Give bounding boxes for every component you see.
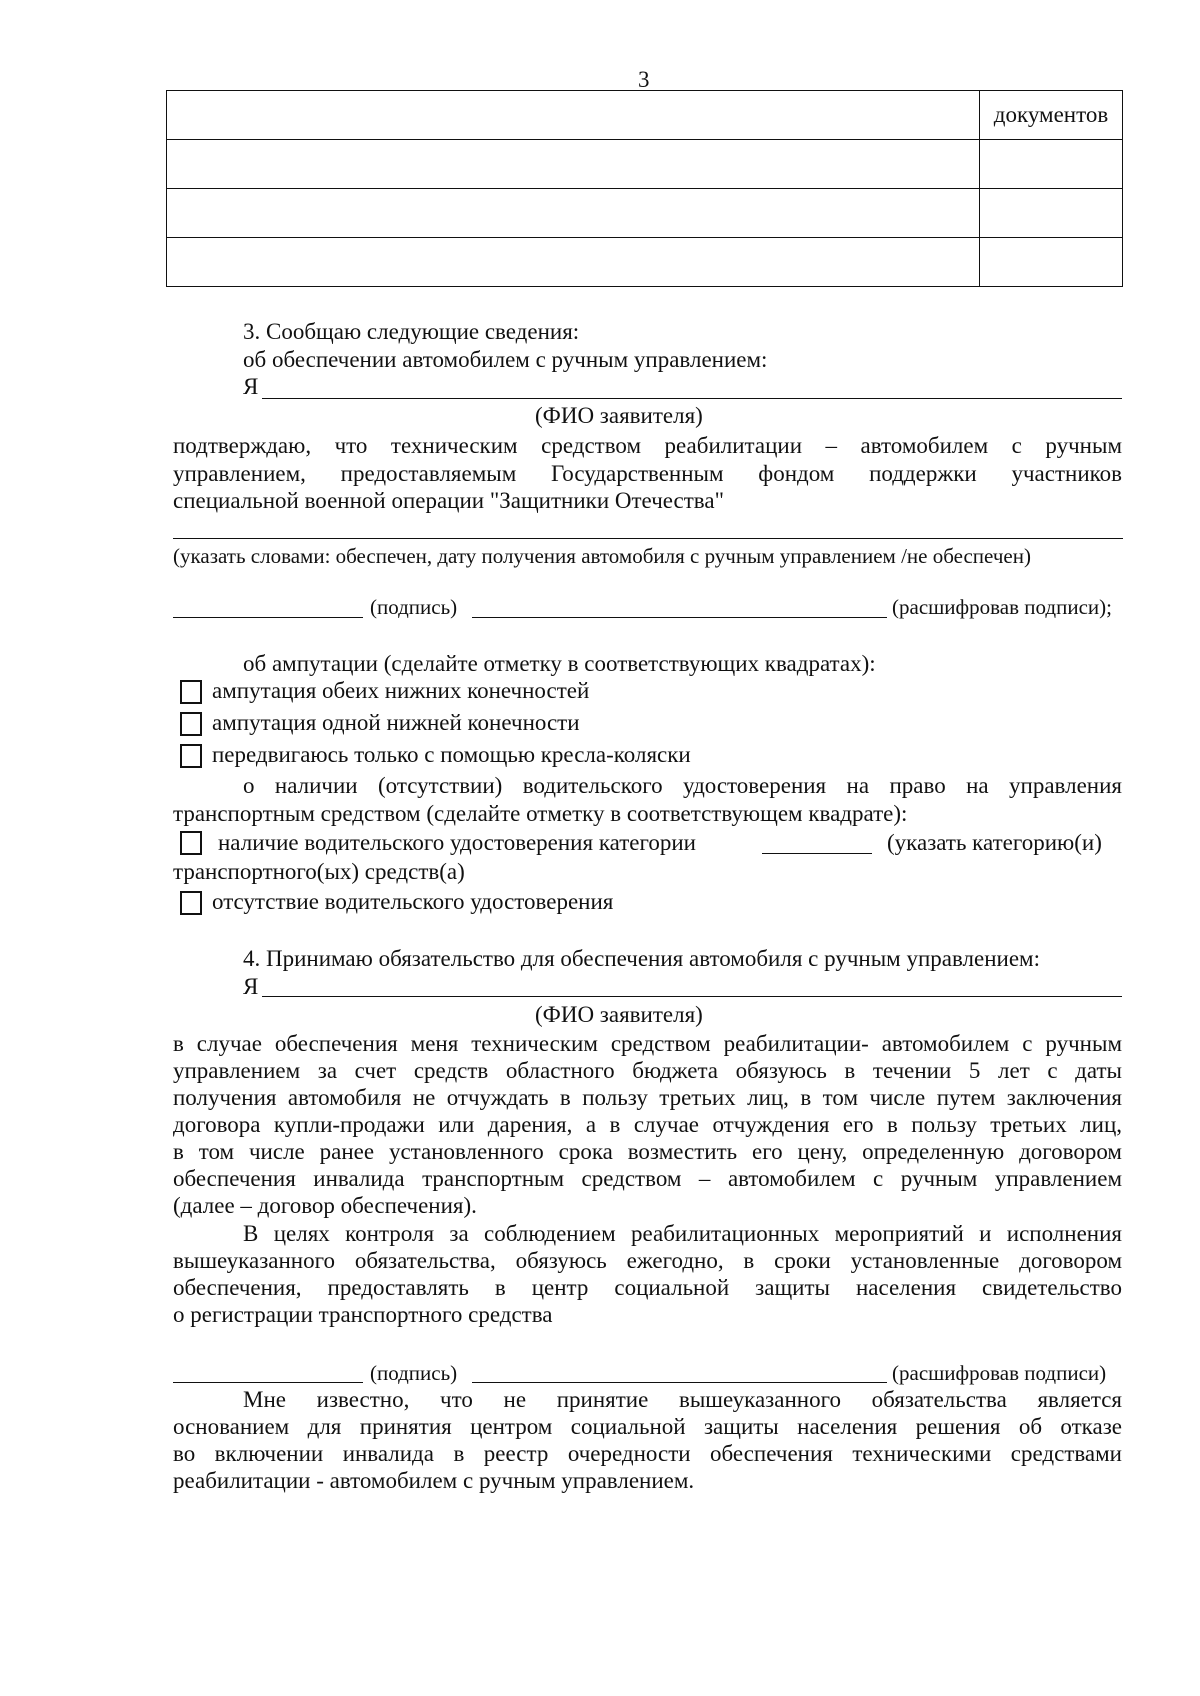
signature-label: (подпись) <box>370 595 458 619</box>
table-cell <box>980 140 1123 189</box>
control-line: вышеуказанного обязательства, обязуюсь ежегодно, в сроки установленные договором <box>173 1248 1122 1273</box>
documents-table <box>166 90 1123 287</box>
section4-heading: 4. Принимаю обязательство для обеспечения автомобиля с ручным управлением: <box>243 946 1040 971</box>
amputation-option-label: передвигаюсь только с помощью кресла-коляски <box>212 742 691 767</box>
page-number: 3 <box>638 67 650 92</box>
table-row <box>167 91 1123 140</box>
decode-label: (расшифровав подписи); <box>892 595 1112 619</box>
category-fill-line <box>762 853 872 854</box>
control-line: о регистрации транспортного средства <box>173 1302 553 1327</box>
confirm-line: управлением, предоставляемым Государственным фондом поддержки участников <box>173 461 1122 486</box>
section3-ya: Я <box>243 374 259 399</box>
amputation-option-label: ампутация обеих нижних конечностей <box>212 678 590 703</box>
table-cell <box>167 189 980 238</box>
awareness-line: во включении инвалида в реестр очередности обеспечения техническими средствами <box>173 1441 1122 1466</box>
fio-fill-line <box>262 996 1122 997</box>
license-present-checkbox[interactable] <box>180 831 202 855</box>
table-cell <box>980 189 1123 238</box>
confirm-line: специальной военной операции "Защитники Отечества" <box>173 488 724 513</box>
table-cell <box>167 238 980 287</box>
amputation-option-label: ампутация одной нижней конечности <box>212 710 580 735</box>
obligation-line: (далее – договор обеспечения). <box>173 1193 477 1218</box>
signature-line <box>173 1382 363 1383</box>
table-cell <box>167 140 980 189</box>
control-line: обеспечения, предоставлять в центр социальной защиты населения свидетельство <box>173 1275 1122 1300</box>
status-fill-line <box>173 538 1123 539</box>
awareness-line: основанием для принятия центром социальной защиты населения решения об отказе <box>173 1414 1122 1439</box>
license-absent-label: отсутствие водительского удостоверения <box>212 889 614 914</box>
license-present-label: наличие водительского удостоверения категории <box>218 830 696 855</box>
table-row <box>167 238 1123 287</box>
obligation-line: договора купли-продажи или дарения, а в случае отчуждения его в пользу третьих лиц, <box>173 1112 1122 1137</box>
amputation-both-checkbox[interactable] <box>180 680 202 704</box>
indicate-caption: (указать словами: обеспечен, дату получения автомобиля с ручным управлением /не обеспечен) <box>173 544 1031 568</box>
section4-ya: Я <box>243 974 259 999</box>
wheelchair-checkbox[interactable] <box>180 744 202 768</box>
license-present-label-cont: транспортного(ых) средств(а) <box>173 859 465 884</box>
decode-line <box>472 1382 887 1383</box>
awareness-line: Мне известно, что не принятие вышеуказанного обязательства является <box>243 1387 1122 1412</box>
table-row <box>167 189 1123 238</box>
section3-car-intro: об обеспечении автомобилем с ручным управлением: <box>243 347 768 372</box>
obligation-line: в случае обеспечения меня техническим средством реабилитации- автомобилем с ручным <box>173 1031 1122 1056</box>
obligation-line: в том числе ранее установленного срока возместить его цену, определенную договором <box>173 1139 1122 1164</box>
fio-fill-line <box>262 398 1122 399</box>
table-cell <box>167 91 980 140</box>
license-intro-line: транспортным средством (сделайте отметку в соответствующем квадрате): <box>173 801 908 826</box>
obligation-line: обеспечения инвалида транспортным средством – автомобилем с ручным управлением <box>173 1166 1122 1191</box>
decode-label: (расшифровав подписи) <box>892 1361 1107 1385</box>
signature-line <box>173 617 363 618</box>
table-cell <box>980 238 1123 287</box>
obligation-line: получения автомобиля не отчуждать в пользу третьих лиц, в том числе путем заключения <box>173 1085 1122 1110</box>
table-cell: документов <box>980 91 1123 140</box>
decode-line <box>472 617 887 618</box>
fio-caption: (ФИО заявителя) <box>535 403 703 428</box>
table-row <box>167 140 1123 189</box>
fio-caption: (ФИО заявителя) <box>535 1002 703 1027</box>
control-line: В целях контроля за соблюдением реабилитационных мероприятий и исполнения <box>243 1221 1122 1246</box>
license-category-hint: (указать категорию(и) <box>887 830 1102 855</box>
section3-heading: 3. Сообщаю следующие сведения: <box>243 319 580 344</box>
amputation-intro: об ампутации (сделайте отметку в соответствующих квадратах): <box>243 651 876 676</box>
amputation-one-checkbox[interactable] <box>180 712 202 736</box>
confirm-line: подтверждаю, что техническим средством реабилитации – автомобилем с ручным <box>173 433 1122 458</box>
awareness-line: реабилитации - автомобилем с ручным управлением. <box>173 1468 695 1493</box>
obligation-line: управлением за счет средств областного бюджета обязуюсь в течении 5 лет с даты <box>173 1058 1122 1083</box>
license-intro-line: о наличии (отсутствии) водительского удостоверения на право на управления <box>243 773 1122 798</box>
license-absent-checkbox[interactable] <box>180 891 202 915</box>
signature-label: (подпись) <box>370 1361 458 1385</box>
